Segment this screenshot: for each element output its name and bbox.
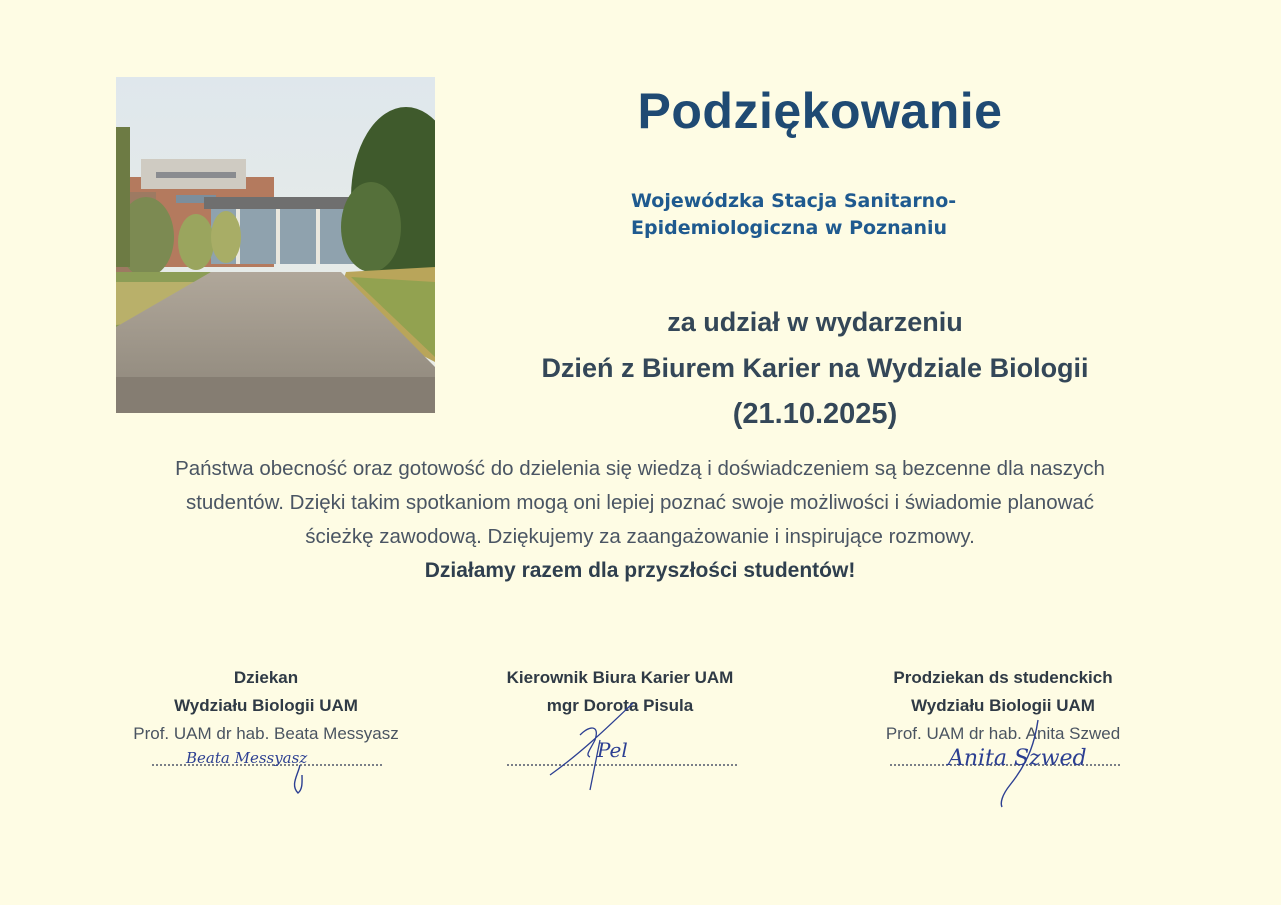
signatory-role: Kierownik Biura Karier UAM <box>506 668 734 687</box>
svg-text:Anita Szwed: Anita Szwed <box>948 746 1087 771</box>
body-line-2: studentów. Dzięki takim spotkaniom mogą oni lepiej poznać swoje możliwości i świadomie planować <box>185 491 1095 514</box>
event-name: Dzień z Biurem Karier na Wydziale Biologii <box>541 353 1089 383</box>
handwritten-signature <box>180 745 360 800</box>
event-date: (21.10.2025) <box>732 398 898 430</box>
event-line-1: za udział w wydarzeniu <box>667 307 963 337</box>
recipient-name <box>631 188 956 242</box>
signatory-role: Dziekan <box>233 668 299 687</box>
svg-text:Beata Messyasz: Beata Messyasz <box>186 749 308 767</box>
signatory-faculty: Wydziału Biologii UAM <box>911 696 1095 715</box>
signatory-name: mgr Dorota Pisula <box>546 696 694 715</box>
recipient-line-1: Wojewódzka Stacja Sanitarno- <box>631 190 957 212</box>
handwritten-signature <box>940 715 1100 810</box>
closing-statement: Działamy razem dla przyszłości studentów! <box>424 559 856 582</box>
signatory-role: Prodziekan ds studenckich <box>893 668 1113 687</box>
signatory-faculty: Wydziału Biologii UAM <box>174 696 358 715</box>
handwritten-signature <box>545 695 655 795</box>
signatory-name: Prof. UAM dr hab. Beata Messyasz <box>133 724 399 743</box>
certificate-title: Podziękowanie <box>637 83 1003 139</box>
faculty-building-photo <box>116 77 435 413</box>
body-line-1: Państwa obecność oraz gotowość do dzielenia się wiedzą i doświadczeniem są bezcenne dla naszych <box>175 457 1105 480</box>
thank-you-paragraph <box>90 452 1190 588</box>
svg-text:Pel: Pel <box>597 738 628 762</box>
signatory-dean <box>100 664 432 748</box>
body-line-3: ścieżkę zawodową. Dziękujemy za zaangażowanie i inspirujące rozmowy. <box>305 525 975 548</box>
signatory-name: Prof. UAM dr hab. Anita Szwed <box>885 724 1121 743</box>
event-description <box>440 300 1190 436</box>
recipient-line-2: Epidemiologiczna w Poznaniu <box>631 217 948 239</box>
